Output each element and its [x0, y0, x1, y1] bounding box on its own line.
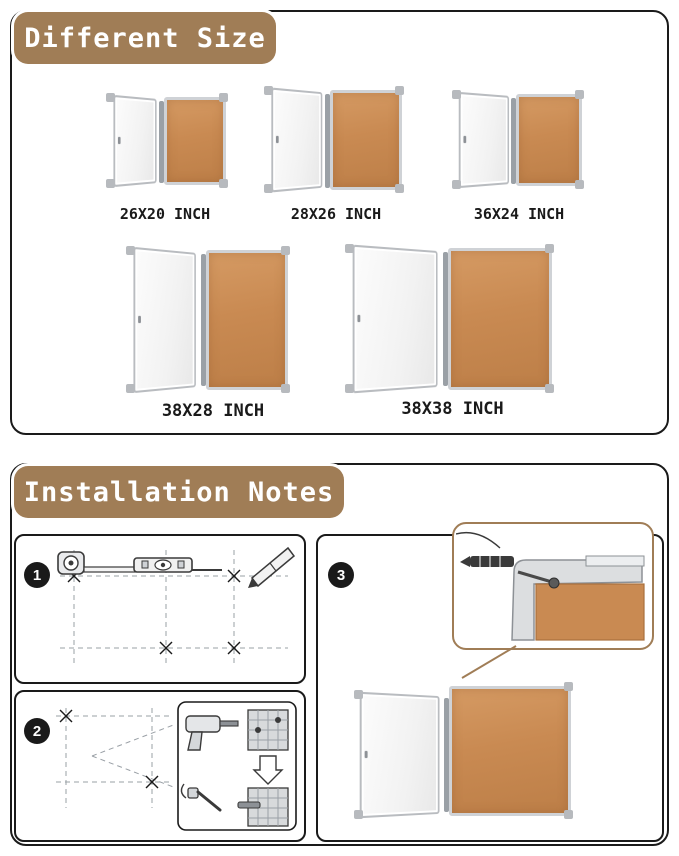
- board-caption: 36X24 INCH: [473, 205, 565, 223]
- frame-corner: [452, 90, 461, 99]
- whiteboard-door: [133, 247, 195, 393]
- frame-corner: [354, 810, 363, 819]
- frame-corner: [354, 690, 363, 699]
- whiteboard-door: [353, 245, 438, 394]
- step-3-board-illustration: [348, 672, 630, 832]
- whiteboard-door: [360, 692, 440, 818]
- step-number-2: 2: [24, 718, 50, 744]
- tape-measure-icon: [58, 552, 136, 574]
- whiteboard-door: [271, 88, 322, 193]
- wall-anchor-icon: [460, 556, 514, 567]
- spirit-level-icon: [134, 558, 222, 572]
- frame-corner: [395, 86, 404, 95]
- frame-corner: [264, 184, 273, 193]
- frame-corner: [106, 179, 115, 188]
- frame-corner: [564, 810, 573, 819]
- section-title-different-size: Different Size: [14, 12, 276, 64]
- board-illustration-38x28: [118, 238, 308, 421]
- frame-corner: [564, 682, 573, 691]
- frame-corner: [395, 184, 404, 193]
- frame-corner: [575, 180, 584, 189]
- cork-panel: [206, 250, 288, 390]
- frame-corner: [345, 244, 354, 253]
- frame-corner: [219, 93, 228, 102]
- frame-corner: [345, 384, 354, 393]
- whiteboard-door: [459, 92, 509, 188]
- frame-corner: [281, 246, 290, 255]
- step-number-1: 1: [24, 562, 50, 588]
- step-2-illustration: [52, 696, 302, 838]
- whiteboard-door: [113, 95, 156, 187]
- frame-corner: [126, 384, 135, 393]
- frame-corner: [106, 93, 115, 102]
- cork-panel: [448, 248, 552, 390]
- frame-corner: [575, 90, 584, 99]
- section-title-installation-notes: Installation Notes: [14, 466, 344, 518]
- board-caption: 38X38 INCH: [401, 399, 504, 419]
- cork-panel: [516, 94, 582, 186]
- callout-detail-illustration: [456, 526, 652, 648]
- frame-corner: [281, 384, 290, 393]
- frame-corner: [545, 384, 554, 393]
- board-caption: 26X20 INCH: [119, 205, 211, 223]
- cork-panel: [330, 90, 402, 190]
- board-illustration-28x26: [262, 74, 410, 234]
- frame-corner: [219, 179, 228, 188]
- board-caption: 38X28 INCH: [161, 401, 265, 421]
- board-illustration-38x38: [335, 232, 570, 417]
- cork-panel: [449, 686, 571, 816]
- frame-corner: [264, 86, 273, 95]
- step-1-illustration: [56, 540, 300, 680]
- board-illustration-36x24: [444, 80, 594, 235]
- board-caption: 28X26 INCH: [290, 205, 382, 223]
- wall-anchor-icon: [248, 710, 288, 750]
- step-number-3: 3: [328, 562, 354, 588]
- frame-corner: [545, 244, 554, 253]
- frame-corner: [452, 180, 461, 189]
- cork-panel: [164, 97, 226, 185]
- pencil-icon: [248, 548, 294, 588]
- board-illustration-26x20: [100, 85, 230, 235]
- frame-corner: [126, 246, 135, 255]
